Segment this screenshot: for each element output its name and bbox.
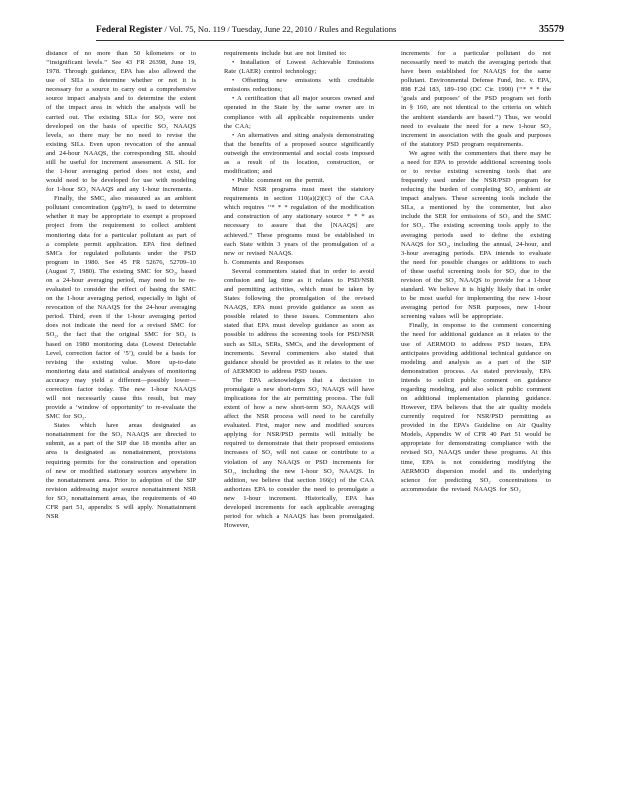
- paragraph: The EPA acknowledges that a decision to promulgate a new short-term SO₂ NAAQS will have implications for the air permitting process. The full extent of how a new short-term SO₂ NAAQS will affect the NSR process will need to be carefully evaluated. First, major new and modified sources applying for NSR/PSD permits will initially be required to demonstrate that their proposed emissions increases of SO₂ will not cause or contribute to a violation of any NAAQS or PSD increments for SO₂, including the new 1-hour SO₂ NAAQS. In addition, we believe that section 166(c) of the CAA authorizes EPA to consider the need to promulgate a new 1-hour increment. Historically, EPA has developed increments for each applicable averaging period for which a NAAQS has been promulgated. However,: [224, 376, 374, 530]
- bullet-item: • A certification that all major sources owned and operated in the State by the same owner are in compliance with all applicable requirements under the CAA;: [224, 95, 374, 130]
- section-heading: b. Comments and Responses: [224, 258, 304, 266]
- journal-title: Federal Register: [96, 25, 163, 35]
- paragraph: Finally, the SMC, also measured as an ambient pollutant concentration (μg/m³), is used to determine whether it may be appropriate to exempt a proposed project from the requirement to collect ambient monitoring data for a particular pollutant as part of a complete permit application. EPA first defined SMCs for regulated pollutants under the PSD program in 1980. See 45 FR 52676, 52709–10 (August 7, 1980). The existing SMC for SO₂, based on a 24-hour averaging period, may need to be re-evaluated to consider the effect of basing the SMC on the 1-hour averaging period, especially in light of revocation of the NAAQS for the 24-hour averaging period. Third, even if the 1-hour averaging period does not indicate the need for a revised SMC for SO₂, the fact that the original SMC for SO₂ is based on 1980 monitoring data (Lowest Detectable Level, correction factor of ‘5’), could be a basis for revising the existing value. More up-to-date monitoring data and statistical analyses of monitoring accuracy may yield a different—possibly lower—correction factor today. The new 1-hour NAAQS will not necessarily cause this result, but may provide a ‘window of opportunity’ to re-evaluate the SMC for SO₂.: [46, 195, 196, 421]
- bullet-item: • An alternatives and siting analysis demonstrating that the benefits of a proposed source significantly outweigh the environmental and social costs imposed as a result of its location, construction, or modification; and: [224, 131, 374, 176]
- header-rule: [96, 40, 564, 41]
- paragraph: States which have areas designated as nonattainment for the SO₂ NAAQS are directed to submit, as a part of the SIP due 18 months after an area is designated as nonattainment, provisions requiring permits for the construction and operation of new or modified stationary sources anywhere in the nonattainment area. Prior to adoption of the SIP revision addressing major source nonattainment NSR for SO₂ nonattainment areas, the requirements of 40 CFR part 51, appendix S will apply. Nonattainment NSR: [46, 422, 196, 520]
- page-number: 35579: [539, 24, 564, 35]
- paragraph: requirements include but are not limited to:: [224, 50, 347, 57]
- bullet-item: • Public comment on the permit.: [232, 177, 325, 185]
- text-column-2: [224, 49, 374, 779]
- paragraph: distance of no more than 50 kilometers or to ‘‘insignificant levels.’’ See 43 FR 26398, June 19, 1978. Through guidance, EPA has also allowed the use of SILs to determine whether or not it is necessary for a source to carry out a comprehensive source impact analysis and to determine the extent of the impact area in which the analysis will be carried out. The existing SILs for SO₂ were not developed on the basis of specific SO₂ NAAQS levels, so there may be no need to revise the existing SILs. Even upon revocation of the annual and 24-hour NAAQS, the corresponding SIL should still be useful for increment assessment. A SIL for the 1-hour averaging period does not exist, and would need to be developed for use with modeling for 1-hour SO₂ NAAQS and any 1-hour increments.: [46, 50, 196, 194]
- text-column-3: [401, 49, 551, 779]
- text-column-1: [46, 49, 196, 779]
- paragraph: Several commenters stated that in order to avoid confusion and lag time as it relates to PSD/NSR and permitting activities, which must be taken by States following the promulgation of the revised NAAQS, EPA must provide guidance as soon as possible related to these issues. Commenters also stated that EPA must develop guidance as soon as possible to address the screening tools for PSD/NSR such as SILs, SERs, SMCs, and the development of increments. Several commenters also stated that guidance should be provided as it relates to the use of AERMOD to address PSD issues.: [224, 267, 374, 375]
- paragraph: increments for a particular pollutant do not necessarily need to match the averaging periods that have been established for NAAQS for the same pollutant. Environmental Defense Fund, Inc. v. EPA, 898 F.2d 183, 189–190 (DC Cir. 1990) (‘‘* * * the ‘goals and purposes’ of the PSD program set forth in § 160, are not identical to the criteria on which the ambient standards are based.’’) Thus, we would need to evaluate the need for a new 1-hour SO₂ increment in association with the goals and purposes of the statutory PSD program requirements.: [401, 50, 551, 148]
- paragraph: We agree with the commenters that there may be a need for EPA to provide additional screening tools or to revise existing screening tools that are frequently used under the NSR/PSD program for reducing the burden of completing SO₂ ambient air impact analyses. These screening tools include the SILs, a mentioned by the commenter, but also include the SER for emissions of SO₂ and the SMC for SO₂. The existing screening tools apply to the averaging periods used to define the existing NAAQS for SO₂, including the annual, 24-hour, and 3-hour averaging periods. EPA intends to evaluate the need for possible changes or additions to each of these useful screening tools for SO₂ due to the revision of the SO₂ NAAQS to provide for a 1-hour standard. We believe it is highly likely that in order to be most useful for implementing the new 1-hour averaging period for NSR purposes, new 1-hour screening values will be appropriate.: [401, 149, 551, 321]
- paragraph: Finally, in response to the comment concerning the need for additional guidance as it relates to the use of AERMOD to address PSD issues, EPA anticipates providing additional technical guidance on modeling and analysis as a part of the SIP demonstration process. As stated previously, EPA intends to solicit public comment on guidance regarding modeling, and also solicit public comment on additional implementation planning guidance. However, EPA believes that the air quality models currently required for NSR/PSD permitting as provided in the EPA’s Guideline on Air Quality Models, Appendix W of CFR 40 Part 51 would be appropriate for demonstrating compliance with the revised SO₂ NAAQS under these programs. At this time, EPA is not considering modifying the AERMOD dispersion model and its underlying science for predicting SO₂ concentrations to accommodate the revised NAAQS for SO₂: [401, 322, 551, 493]
- page-header: [96, 24, 564, 38]
- issue-info: / Vol. 75, No. 119 / Tuesday, June 22, 2010 / Rules and Regulations: [164, 24, 397, 34]
- bullet-item: • Installation of Lowest Achievable Emissions Rate (LAER) control technology;: [224, 59, 374, 76]
- paragraph: Minor NSR programs must meet the statutory requirements in section 110(a)(2)(C) of the CAA which requires ‘‘* * * regulation of the modification and construction of any stationary source * * * as necessary to assure that the [NAAQS] are achieved.’’ These programs must be established in each State within 3 years of the promulgation of a new or revised NAAQS.: [224, 186, 374, 257]
- bullet-item: • Offsetting new emissions with creditable emissions reductions;: [224, 77, 374, 94]
